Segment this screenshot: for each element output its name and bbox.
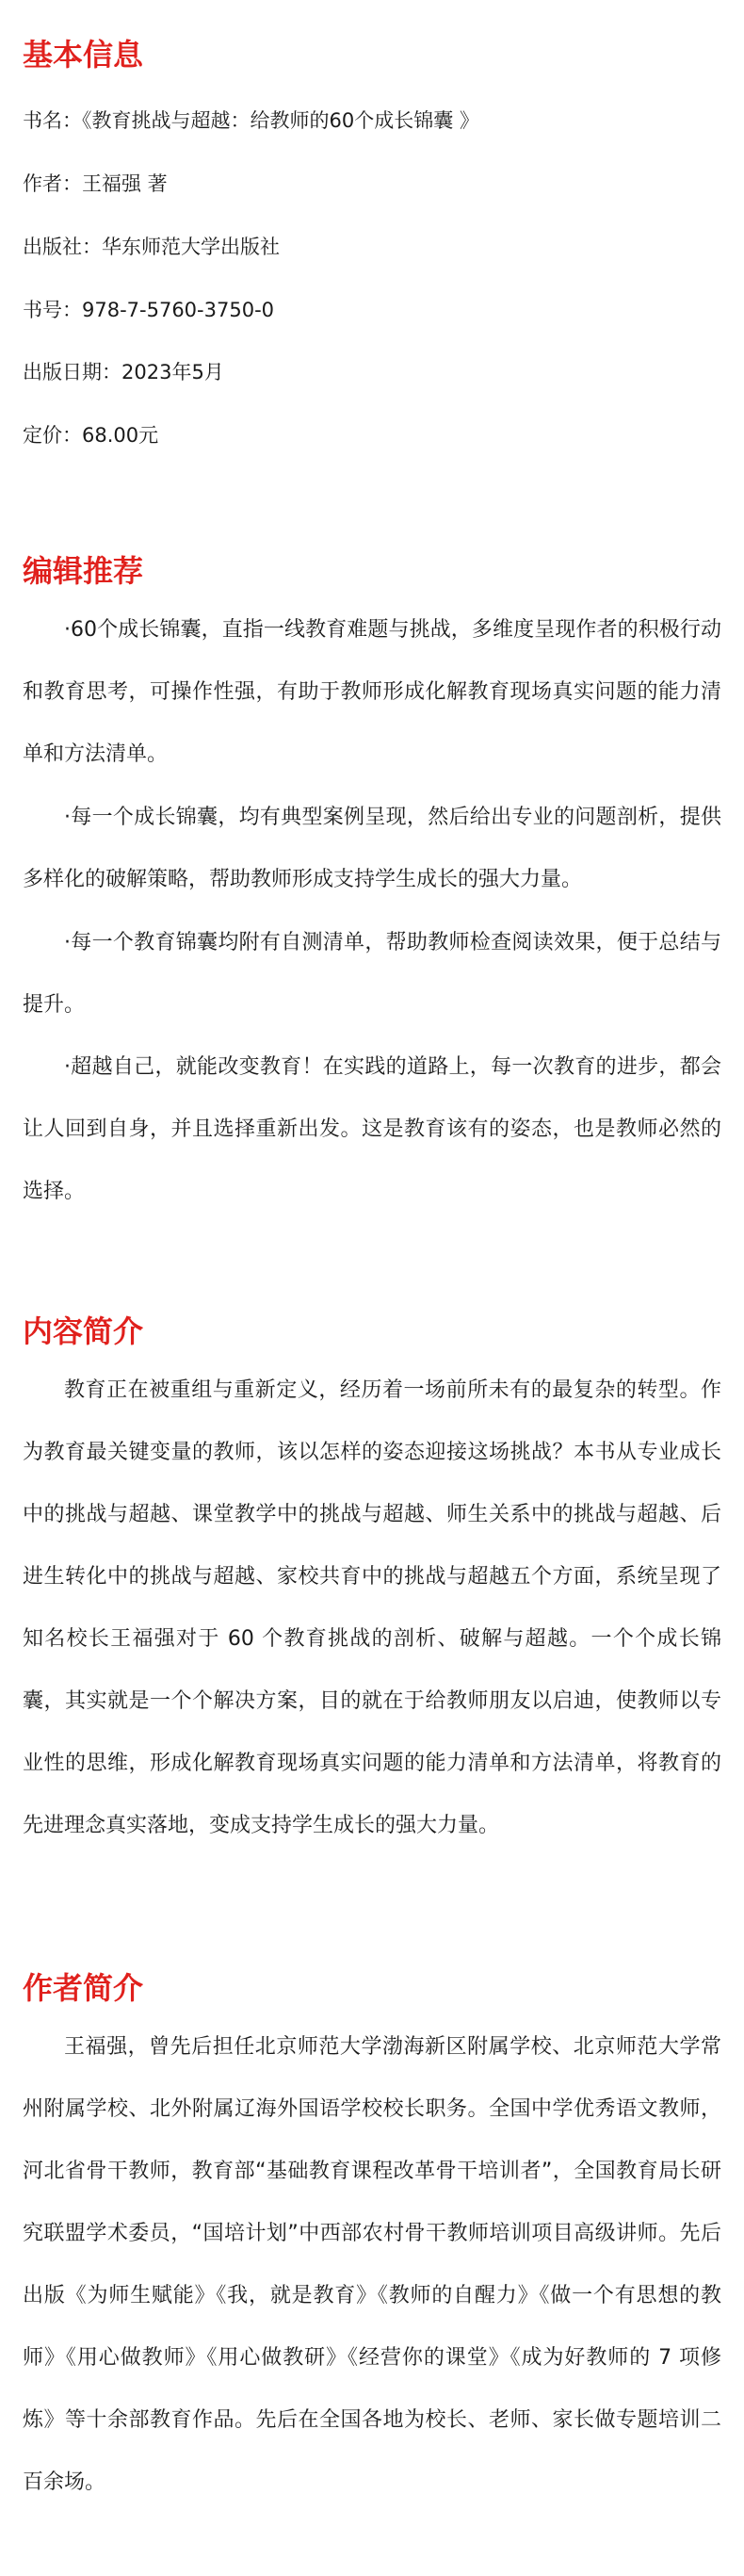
editor-recommendation-paragraph-1: ·60个成长锦囊，直指一线教育难题与挑战，多维度呈现作者的积极行动和教育思考，可操作性强，有助于教师形成化解教育现场真实问题的能力清单和方法清单。 — [23, 618, 721, 766]
isbn-line: 书号：978-7-5760-3750-0 — [23, 299, 275, 321]
author-intro-heading: 作者简介 — [23, 1970, 144, 2006]
book-title-line: 书名：《教育挑战与超越：给教师的60个成长锦囊 》 — [23, 109, 479, 132]
editor-recommendation-paragraph-3: ·每一个教育锦囊均附有自测清单，帮助教师检查阅读效果，便于总结与提升。 — [23, 931, 721, 1017]
editor-recommendation-paragraph-2: ·每一个成长锦囊，均有典型案例呈现，然后给出专业的问题剖析，提供多样化的破解策略，帮助教师形成支持学生成长的强大力量。 — [23, 806, 721, 891]
editor-recommendation-heading: 编辑推荐 — [23, 553, 144, 589]
author-intro-paragraph: 王福强，曾先后担任北京师范大学渤海新区附属学校、北京师范大学常州附属学校、北外附属辽海外国语学校校长职务。全国中学优秀语文教师，河北省骨干教师，教育部“基础教育课程改革骨干培训者”，全国教育局长研究联盟学术委员，“国培计划”中西部农村骨干教师培训项目高级讲师。先后出版《为师生赋能》《我，就是教育》《教师的自醒力》《做一个有思想的教师》《用心做教师》《用心做教研》《经营你的课堂》《成为好教师的 7 项修炼》等十余部教育作品。先后在全国各地为校长、老师、家长做专题培训二百余场。 — [23, 2035, 721, 2494]
price-line: 定价：68.00元 — [23, 424, 159, 447]
basic-info-heading: 基本信息 — [23, 37, 144, 73]
content-intro-paragraph: 教育正在被重组与重新定义，经历着一场前所未有的最复杂的转型。作为教育最关键变量的教师，该以怎样的姿态迎接这场挑战？本书从专业成长中的挑战与超越、课堂教学中的挑战与超越、师生关系中的挑战与超越、后进生转化中的挑战与超越、家校共育中的挑战与超越五个方面，系统呈现了知名校长王福强对于 60 个教育挑战的剖析、破解与超越。一个个成长锦囊，其实就是一个个解决方案，目的就在于给教师朋友以启迪，使教师以专业性的思维，形成化解教育现场真实问题的能力清单和方法清单，将教育的先进理念真实落地，变成支持学生成长的强大力量。 — [23, 1378, 721, 1837]
content-intro-heading: 内容简介 — [23, 1313, 144, 1349]
editor-recommendation-paragraph-4: ·超越自己，就能改变教育！在实践的道路上，每一次教育的进步，都会让人回到自身，并且选择重新出发。这是教育该有的姿态，也是教师必然的选择。 — [23, 1055, 721, 1203]
publisher-line: 出版社：华东师范大学出版社 — [23, 236, 280, 258]
publish-date-line: 出版日期：2023年5月 — [23, 361, 224, 383]
author-line: 作者：王福强 著 — [23, 172, 168, 195]
